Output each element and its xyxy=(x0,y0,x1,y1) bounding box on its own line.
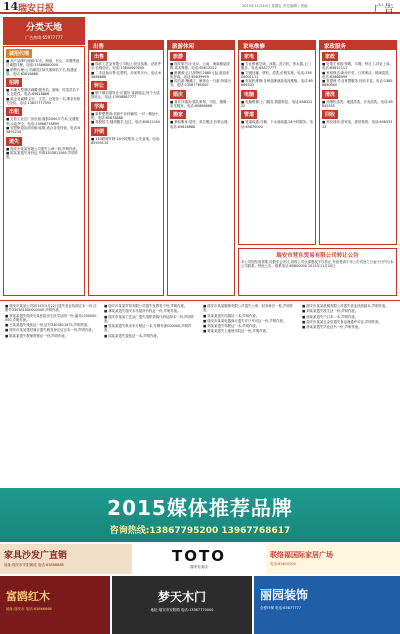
ad-subtitle: 地址:瑞安市安阳路 电话:13587770000 xyxy=(150,608,214,612)
column-2 xyxy=(88,40,164,296)
list-item: ■ 专业维修空调、冰箱、洗衣机、热水器,上门服务。电话:65877777 xyxy=(241,62,311,71)
brand-banner-hotline: 咨询热线:13867795200 13967768617 xyxy=(109,526,291,536)
list-item: ■ 好帮手家政:保姆、月嫂、钟点工,持证上岗。电话:65811111 xyxy=(322,62,393,71)
list-item: ■ 家庭保洁:新房开荒、日常保洁、玻璃清洗。电话:65866999 xyxy=(322,70,392,79)
list-item: ■ 王某某遗失残疾证一份,证号3303811975,声明作废。 xyxy=(5,323,91,328)
list-item: ■ 育婴师:专业育婴服务,经验丰富。电话:13858880000 xyxy=(322,79,393,88)
list-item: ■ 吴某某遗失结婚证一本,声明作废。 xyxy=(203,313,260,318)
paper-name: 瑞安日报 xyxy=(18,4,55,14)
ad-title: 丽园装饰 xyxy=(260,588,309,602)
column-5 xyxy=(319,40,397,245)
list-item: ■ 瑞安旅行社:北京、云南、海南精品线路,周末特惠。电话:65812222 xyxy=(170,62,230,71)
column-4 xyxy=(238,40,316,245)
list-item: ■ 万松工业区厂房出租:面积2000平方米,交通便利,水电齐全。电话:13968778899 xyxy=(6,117,79,126)
section-name: 广告 xyxy=(374,4,394,15)
category-heading: 回收 xyxy=(322,110,338,119)
category-heading: 清洗 xyxy=(322,90,338,99)
list-item: ■ 瑞安市某某机械有限公司遗失营业执照副本,声明作废。 xyxy=(302,304,389,308)
list-item: ■ 瑞祥工艺品有限公司转让:营业执照、设备齐全,价格面议。电话:13600000000 xyxy=(91,62,161,71)
brand-banner-title: 2015媒体推荐品牌 xyxy=(107,496,293,520)
ad-toto xyxy=(134,544,264,574)
list-item: ■ 瑞安市某某工艺品厂遗失组织机构代码证副本一份,声明作废。 xyxy=(104,314,195,323)
ad-subtitle: 电话:65810000 xyxy=(270,562,296,566)
category-heading: 招聘 xyxy=(6,78,22,87)
list-item: ■ 管道疏通:马桶、下水道疏通,24小时服务。电话:65870000 xyxy=(241,120,313,129)
list-item: ■ 港澳游:五日游特价2880元起,欢迎来电咨询。电话:65839999 xyxy=(170,70,230,79)
list-item: ■ 刘某某遗失准生证一份,声明作废。 xyxy=(302,309,359,314)
notices-column-3 xyxy=(201,304,297,484)
category-heading: 诚招代理 xyxy=(6,49,32,58)
list-item: ■ 张某某遗失机动车行驶证一本,车牌号浙C00000,声明作废。 xyxy=(104,324,192,333)
category-heading: 遗失 xyxy=(6,137,22,146)
list-item: ■ 销售代理:公司诚招区域代理商若干名,待遇优厚。电话:65816688 xyxy=(6,67,77,76)
ad-title: 富鸥红木 xyxy=(6,590,50,603)
list-item: ■ 陈某某遗失身份证,号码3303811985,声明作废。 xyxy=(6,150,79,160)
category-heading: 家政 xyxy=(322,52,338,61)
list-item: ■ 驾校招生:随到随学,包过。电话:65812345 xyxy=(91,120,160,125)
list-item: ■ 某企业诚聘:会计、文员、仓管各一名,要求有相关经验。电话:13857777555 xyxy=(6,96,81,106)
category-heading: 出售 xyxy=(91,52,107,61)
category-heading: 开锁 xyxy=(91,127,107,136)
ad-title: 联络福国际家居广场 xyxy=(270,551,333,559)
transfer-notice xyxy=(238,248,397,296)
classified-banner xyxy=(3,17,85,45)
list-item: ■ 李某某遗失瑞安市某医院出生医学证明一份,编号L330000000,声明作废。 xyxy=(5,313,97,322)
list-item: ■ 蚂蚁搬家:居民、单位搬迁,价格合理。电话:65818888 xyxy=(170,120,231,129)
list-item: ■ 高价回收:旧家电、废旧物资。电话:65833333 xyxy=(322,120,393,129)
list-item: ■ 瑞安市某某服饰有限公司遗失公章、财务章各一枚,声明作废。 xyxy=(203,304,294,313)
category-heading: 出租 xyxy=(6,107,22,116)
ad-subtitle: 地址:瑞安市安阳街道 电话:65866688 xyxy=(4,563,64,567)
list-item: ■ 瑞安市某某有限公司遗失公章一枚,声明作废。 xyxy=(6,146,80,151)
ad-home-plaza xyxy=(266,544,400,574)
category-heading: 家电 xyxy=(241,52,257,61)
list-item: ■ 瑞安市某某建材商行遗失税务登记证正本一份,声明作废。 xyxy=(5,328,96,333)
issue-info: 2015年11月20日 星期五 责任编辑 / 美编 xyxy=(242,4,308,8)
column-header: 旅游休闲 xyxy=(168,41,234,50)
classified-title: 分类天地 xyxy=(25,23,62,33)
brand-banner xyxy=(0,488,400,542)
notices-column-4 xyxy=(300,304,397,484)
category-heading: 旅游 xyxy=(170,52,186,61)
ad-title: TOTO xyxy=(172,547,226,565)
ad-title: 梦天木门 xyxy=(157,590,206,604)
list-item: ■ 徐某某遗失毕业证书一份,声明作废。 xyxy=(302,325,362,330)
category-heading: 电脑 xyxy=(241,90,257,99)
column-3 xyxy=(167,40,235,296)
list-item: ■ 110联网开锁:24小时服务,公安备案。电话:65555110 xyxy=(91,136,161,145)
notice-body: 本公司因经营需要,经股东会决议,拟将公司全部股权予以转让,有意者请于本公告刊登之日起十日内与本公司联系。特此公告。联系电话:65800000 2015年11月20日 xyxy=(241,260,394,269)
list-item: ■ 陈某某遗失教师资格证一份,声明作废。 xyxy=(5,333,68,338)
list-item: ■ 瑞安市某某贸易有限公司遗失发票若干份,声明作废。 xyxy=(104,304,188,308)
category-heading: 婚庆 xyxy=(170,90,186,99)
list-item: ■ 油烟机清洗、地毯清洗、沙发清洗。电话:65855555 xyxy=(322,99,393,109)
column-header: 家电维修 xyxy=(239,41,315,50)
list-item: ■ 喜洋洋婚庆:婚礼策划、司仪、摄像一条龙服务。电话:65866666 xyxy=(170,99,230,109)
notice-title: 瑞安市营东贸易有限公司转让公告 xyxy=(276,253,359,259)
ad-furniture xyxy=(0,544,132,574)
section-divider xyxy=(0,300,400,301)
masthead xyxy=(0,0,400,14)
list-item: ■ 瑞安市某某电器商行遗失开户许可证一份,声明作废。 xyxy=(203,318,287,323)
column-header: 出售 xyxy=(89,41,163,50)
list-item: ■ 空调加氟、移机、清洗,价格实惠。电话:13600001111 xyxy=(241,70,312,79)
list-item: ■ 电视机维修:各种品牌液晶电视维修。电话:65866333 xyxy=(241,79,313,88)
list-item: ■ 郑某某遗失驾驶证一本,声明作废。 xyxy=(203,324,260,329)
list-item: ■ 新梦想教育:初高中各科辅导,一对一精品小班。电话:65678888 xyxy=(91,111,159,121)
category-heading: 搬家 xyxy=(170,110,186,119)
notices-column-2 xyxy=(102,304,198,484)
column-header: 家政服务 xyxy=(320,41,396,50)
ad-wood-door xyxy=(112,576,252,634)
list-item: ■ 林某某遗失瑞安市房屋所有权证一份,声明作废。 xyxy=(104,309,181,314)
list-item: ■ 塘下镇店面转让:位置好,客源稳定,因个人原因转让。电话:13958887777 xyxy=(91,91,160,100)
ad-decoration xyxy=(254,576,400,634)
list-item: ■ 瑞安市某某公司2014年5月22日遗失营业执照正本一份,注册号330381000000000,声明作废。 xyxy=(5,304,97,313)
list-item: ■ 安阳街道店面出租:临街,适合各类经营。电话:65891234 xyxy=(6,125,81,135)
page-number: 14 xyxy=(3,0,19,13)
list-item: ■ 高产品牌代理商:本市、海滨、东山、莘塍等地区诚招代理。电话:13566880000 xyxy=(6,59,80,68)
list-item: ■ 周某某遗失退伍证一本,声明作废。 xyxy=(104,333,161,338)
notices-column-1 xyxy=(3,304,99,484)
list-item: ■ 周边游:楠溪江、雁荡山一日游,每周出发。电话:13587760000 xyxy=(170,79,231,88)
list-item: ■ 二手设备出售:注塑机、冲床等多台。电话:65886688 xyxy=(91,70,161,79)
ad-subtitle: 全程环保 电话:65877777 xyxy=(260,606,302,610)
category-heading: 转让 xyxy=(91,81,107,90)
list-item: ■ 电脑维修:上门服务,数据恢复。电话:65822222 xyxy=(241,99,313,109)
list-item: ■ 本地大型酒店诚聘:服务员、厨师、传菜员若干名,包吃住。电话:65618866 xyxy=(6,88,80,97)
left-column xyxy=(3,46,85,296)
list-item: ■ 杨某某遗失户口本一本,声明作废。 xyxy=(302,314,359,319)
ad-row-2 xyxy=(0,576,400,634)
list-item: ■ 瑞安市某某五金店遗失食品流通许可证,声明作废。 xyxy=(302,319,382,324)
classified-phone: 广告热线:65977777 xyxy=(25,35,63,40)
category-heading: 学海 xyxy=(91,102,107,111)
category-heading: 管道 xyxy=(241,110,257,119)
ad-subtitle: 瑞安专卖店 xyxy=(190,565,208,569)
ad-title: 家具沙发广直销 xyxy=(4,551,68,561)
ad-redwood xyxy=(0,576,110,634)
list-item: ■ 黄某某遗失土地使用权证一份,声明作废。 xyxy=(203,329,270,334)
ad-row-1 xyxy=(0,544,400,574)
ad-subtitle: 地址:瑞安市 电话:65866666 xyxy=(6,607,52,611)
